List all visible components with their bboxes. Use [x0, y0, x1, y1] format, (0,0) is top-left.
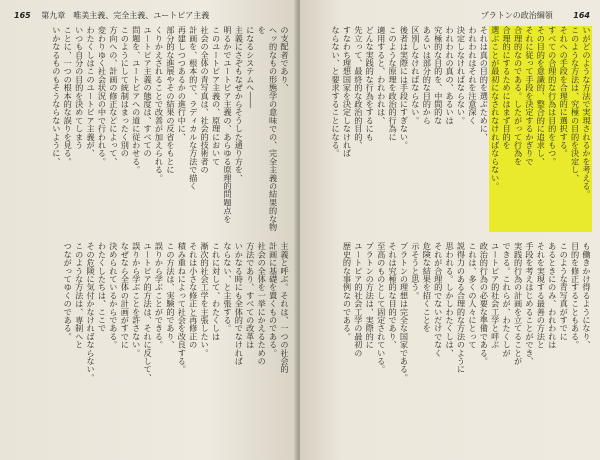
text-line: これは、多くの人々にとって	[467, 242, 478, 349]
text-line: われわれの真の、あるいは	[445, 26, 456, 125]
text-line: 計画に基礎を置くものである。	[268, 242, 279, 357]
text-line: 究極的な目的を、中間的な	[433, 26, 444, 125]
text-line: ユートピア的社会工学と呼ぶ	[490, 242, 501, 349]
text-line: ヘッ的なもの形態学の意味での、完全主義の結果的な物を	[257, 26, 279, 231]
text-line: いつも自分の目的を決めてしまう	[74, 26, 85, 149]
text-line: になるシステムへ――	[245, 26, 256, 108]
text-line: いかなるものもそうならないように、	[51, 26, 62, 166]
text-line: 説得力のある合理的な方法のように	[456, 242, 467, 374]
text-line: それは真の目的を選ぶために、	[479, 26, 490, 141]
text-line: それは小さな修正と再修正の	[188, 242, 199, 349]
highlighted-text-line: その目的を意識的、整合的に追求し、	[535, 26, 546, 232]
text-line: くりかえされることで改善が加えられる。	[154, 26, 165, 182]
text-line: 社会の全体を一挙にかえるための	[257, 242, 268, 365]
text-line: 方法であり、すべての改革は	[245, 242, 256, 349]
text-line: 示そうと思う。	[410, 242, 421, 300]
text-line: 先立って、最終的な政治的目的、	[353, 26, 364, 149]
text-line: 主義と呼ぶ。それは、一つの社会的	[280, 242, 290, 374]
text-line: 歴史的な事例なのである。	[342, 242, 353, 341]
left-bottom-tier	[10, 242, 290, 448]
text-line: わたくしたちは、ここで	[97, 242, 108, 333]
text-line: このような方法は、専制へと	[74, 242, 85, 349]
highlighted-text-line: 選ぶことが最初になされなければならない。	[489, 26, 500, 232]
left-text-body	[10, 26, 290, 448]
text-line: あるいは部分的な目的から	[422, 26, 433, 125]
highlighted-text-line: それへの手段を合理的に選択する。	[558, 26, 569, 232]
text-line: 決定しなければならない。	[456, 26, 467, 125]
text-line: プラトンの方法は、実際的に	[365, 242, 376, 349]
text-line: 政治的行為の必要な準備である。	[479, 242, 490, 365]
highlighted-text-line: いがどのような方法で実現されるかを考える。	[581, 26, 592, 232]
text-line: 主義にさぞもなぜからそうした通り方を、	[234, 26, 245, 182]
text-line: 実践的行為の計画を立てることが	[513, 242, 524, 365]
text-line: 至高のものとして固定されている。	[376, 242, 387, 374]
text-line: 問題を、ユートピアへの道に従わせる。	[131, 26, 142, 174]
text-line: わたくしはこのユートピア主義が、	[86, 26, 97, 158]
text-line: できる。これらが、わたくしが	[502, 242, 513, 357]
text-line: 手段を考えはじめることができ、	[524, 242, 535, 365]
text-line: この方法は、実験的であり、	[165, 242, 176, 349]
text-line: 誤りから学ぶことができる。	[154, 242, 165, 349]
text-line: すなわち理想国家を決定しなければ	[342, 26, 353, 158]
text-line: 目的を修正することもある。	[570, 242, 581, 349]
text-line: このユートピア主義の、原理において	[211, 26, 222, 166]
text-line: 社会の全体の青写真は、社会的技術者の	[200, 26, 211, 174]
text-line: なぜなら全体の計画がすでに	[120, 242, 131, 349]
text-line: 漸次的社会工学を主張したい。	[200, 242, 211, 357]
text-line: ことに、一つの根本的な誤りを見る。	[63, 26, 74, 166]
text-line: 後者は実際には手段にすぎない。	[399, 26, 410, 149]
text-line: 適用すると、われわれは、	[376, 26, 387, 125]
highlighted-text-line: このような方法は、究極の目的を決定し、	[569, 26, 580, 232]
text-line: ユートピア的社会工学の最初の	[353, 242, 364, 357]
text-line: 方向への、計画の修正などによって、	[108, 26, 119, 166]
text-line: プラトンの理想は完全な国家である。	[399, 242, 410, 382]
right-page-number: 164	[573, 11, 590, 20]
text-line: どんな実践的な行為をするにも	[365, 26, 376, 141]
text-line: 積み重ねによって社会を改良する。	[177, 242, 188, 374]
right-running-title: プラトンの政治綱領	[480, 11, 553, 20]
text-line: われわれはそれを注意深く	[467, 26, 478, 125]
text-line: それは究極的な目的であり、	[388, 242, 399, 349]
text-line: つながってゆくのである。	[63, 242, 74, 341]
text-line: それを実現する最善の方法と	[536, 242, 547, 349]
left-page	[0, 0, 298, 460]
text-line: 決められているからである。	[108, 242, 119, 349]
text-line: 部分的な進展やその結果の反省をもとに	[165, 26, 176, 174]
right-running-head	[481, 10, 590, 21]
highlighted-text-line: 合理的にするためにはまず目的を	[501, 26, 512, 232]
left-top-tier	[10, 26, 290, 232]
text-line: 再建しつつあるかの進行中に、	[177, 26, 188, 141]
text-line: も働きかけ得るようになり、	[582, 242, 592, 349]
text-line: 変わりゆく社会状況の中で行われる。	[97, 26, 108, 166]
text-line: それが合理的でないだけでなく	[433, 242, 444, 357]
text-line: その危険に気付かなければならない。	[86, 242, 97, 382]
left-running-head	[14, 10, 209, 21]
highlighted-text-line: すべての合理的な行為は目的をもつ。	[546, 26, 557, 232]
text-line: ユートピア主義の態度は、すべての	[143, 26, 154, 158]
right-text-body	[316, 26, 592, 448]
text-line: 区別しなければならない。	[410, 26, 421, 125]
text-line: このような青写真がすでに	[559, 242, 570, 341]
highlighted-text-line: それに従って手段を決定するかぎりで	[524, 26, 535, 232]
text-line: ユートピア的方法は、それに反して、	[143, 242, 154, 382]
text-line: ならない、と主張する。	[222, 242, 233, 333]
text-line: 誤りから学ぶことを許さない。	[131, 242, 142, 357]
text-line: 危険な結果を招くことを	[422, 242, 433, 333]
text-line: このようにして統制はまったく別の	[120, 26, 131, 158]
left-running-title: 第九章 唯美主義、完全主義、ユートピア主義	[41, 11, 210, 20]
right-bottom-tier	[316, 242, 592, 448]
right-top-tier	[316, 26, 592, 232]
text-line: 明るかでユートピア主義の、あらゆる原理的問題点を	[222, 26, 233, 223]
left-page-number: 165	[14, 11, 31, 20]
right-page	[300, 0, 600, 460]
text-line: これに対して、わたくしは	[211, 242, 222, 341]
text-line: の支配者であり、	[280, 26, 290, 92]
text-line: 計画を、根本的で、ラディカルな方法で描く	[188, 26, 199, 190]
text-line: あるときにのみ、われわれは	[547, 242, 558, 349]
text-line: このような原理を政治的行為に	[388, 26, 399, 141]
text-line: いかなる時にも全体的でなければ	[234, 242, 245, 365]
text-line: 思われる。しかしわたくしは、	[445, 242, 456, 357]
highlighted-text-line: 合理的なのである。したがって行為を	[512, 26, 523, 232]
text-line: ならない、と要求することになる。	[331, 26, 342, 158]
